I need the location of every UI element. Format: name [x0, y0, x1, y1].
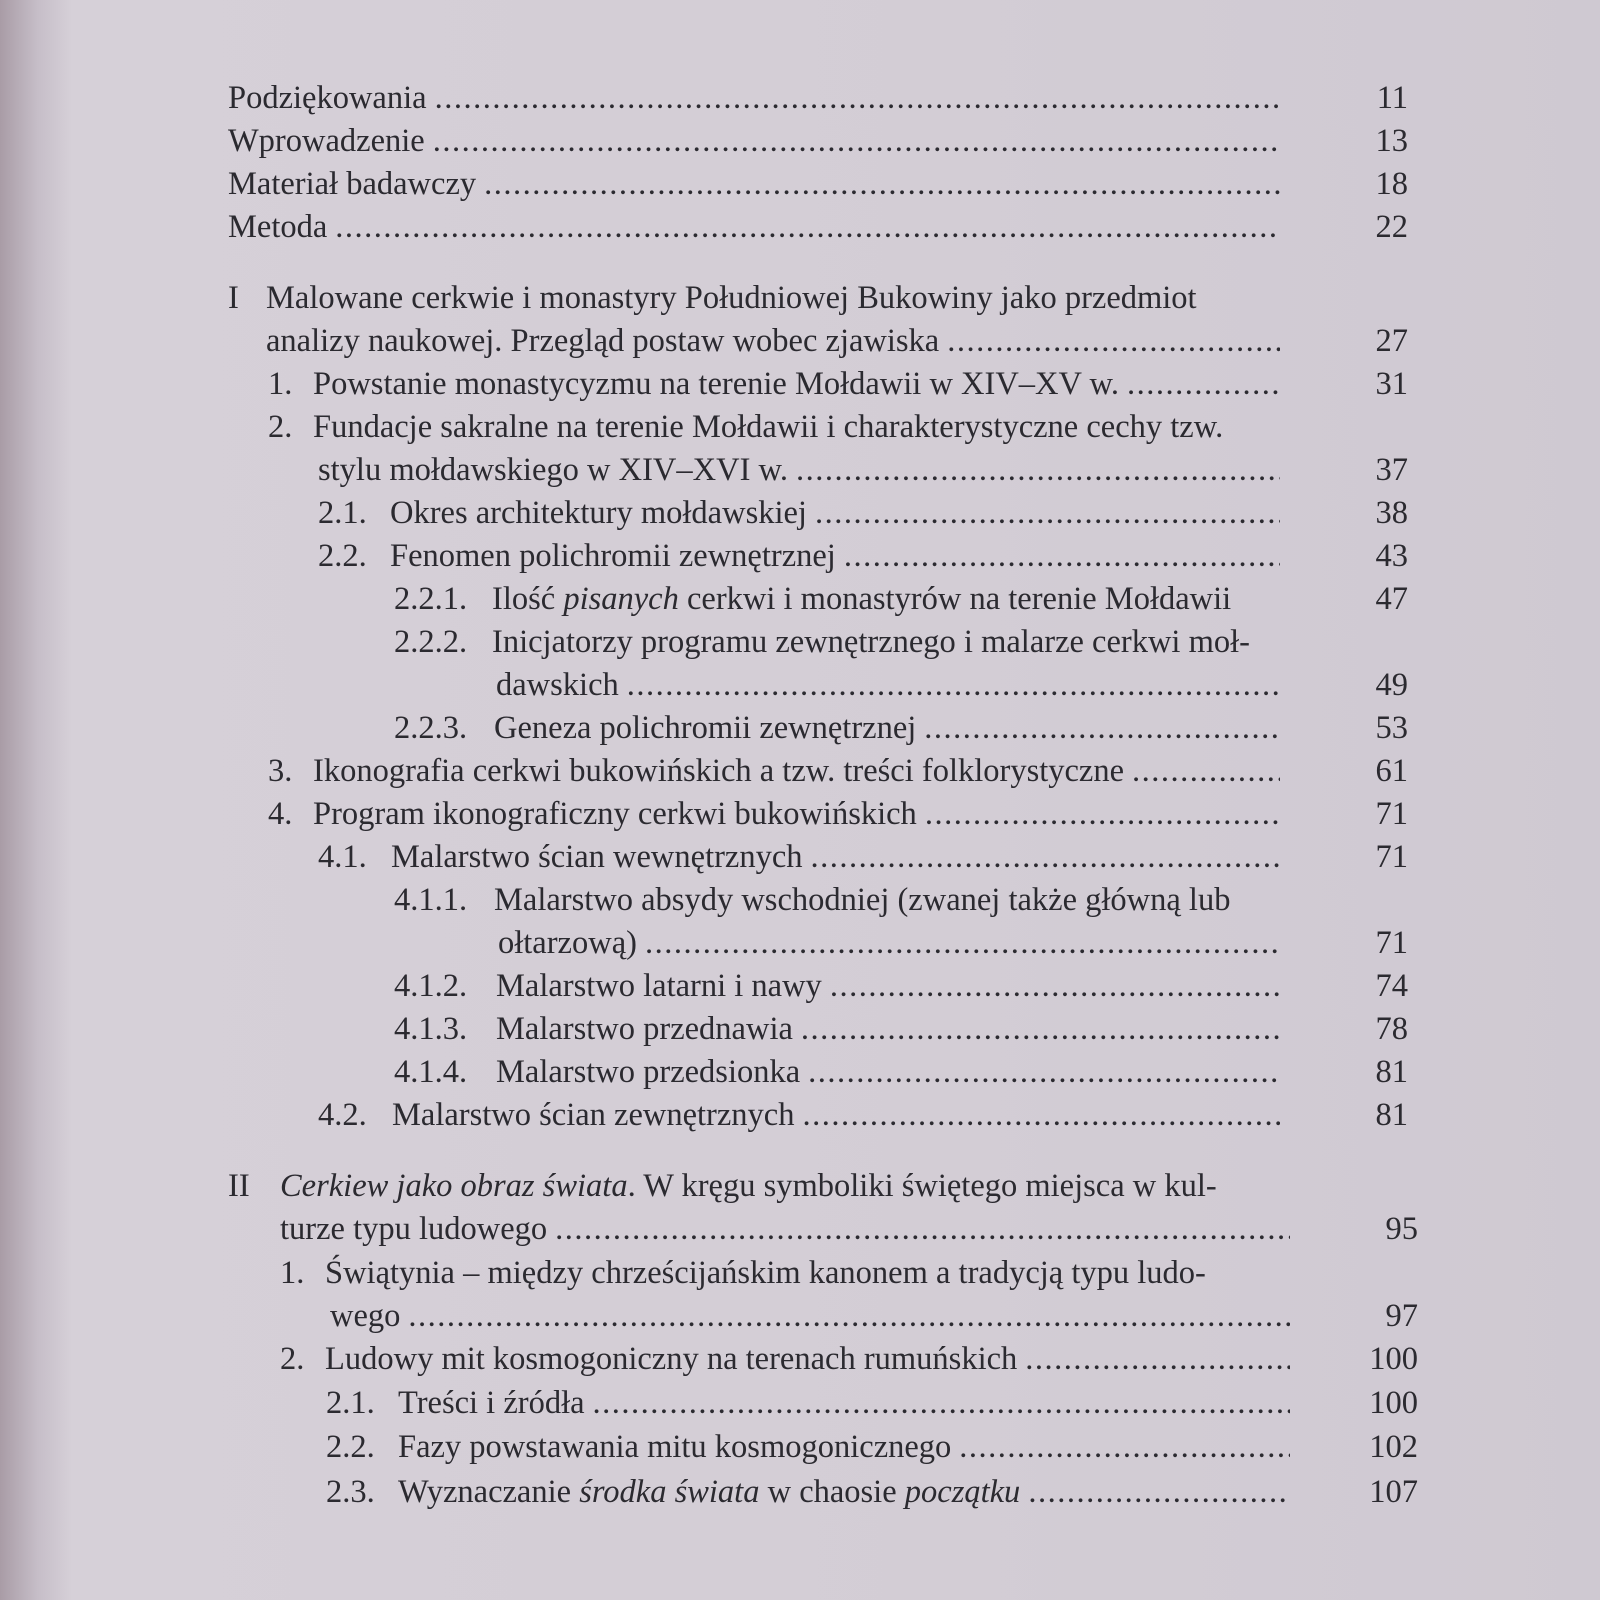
toc-entry-page: 22: [1375, 209, 1408, 245]
toc-section-4-1-3: [228, 1007, 1408, 1051]
section-title: Fenomen polichromii zewnętrznej: [390, 538, 836, 574]
section-number: 4.1.2.: [394, 968, 468, 1004]
leader-dots: [925, 792, 1280, 836]
toc-ch2-section-2-2: [228, 1425, 1418, 1469]
leader-dots: [435, 76, 1280, 120]
toc-entry-page: 81: [1375, 1054, 1408, 1090]
leader-dots: [801, 1007, 1280, 1051]
toc-section-2-1: [228, 491, 1408, 535]
section-number: 4.: [268, 796, 293, 832]
section-title: Malarstwo przedsionka: [496, 1054, 801, 1090]
leader-dots: [555, 1207, 1290, 1251]
toc-entry-page: 95: [1385, 1211, 1418, 1247]
chapter-title-line-1: Cerkiew jako obraz świata. W kręgu symboliki świętego miejsca w kul-: [280, 1168, 1217, 1204]
section-number: 2.2.2.: [394, 624, 468, 660]
section-title: Ludowy mit kosmogoniczny na terenach rumuńskich: [325, 1341, 1018, 1377]
section-title-line-2: ołtarzową): [498, 925, 637, 961]
toc-entry-introduction: [228, 119, 1408, 163]
toc-section-4-1-4: [228, 1050, 1408, 1094]
leader-dots: [815, 491, 1280, 535]
section-title-line-1: Malarstwo absydy wschodniej (zwanej także główną lub: [494, 882, 1231, 918]
section-number: 2.2.3.: [394, 710, 468, 746]
leader-dots: [959, 1425, 1290, 1469]
toc-section-2-cont: [228, 448, 1408, 492]
toc-entry-page: 47: [1375, 581, 1408, 617]
toc-entry-title: Podziękowania: [228, 80, 427, 116]
leader-dots: [484, 162, 1280, 206]
leader-dots: [408, 1294, 1290, 1338]
toc-entry-page: 61: [1375, 753, 1408, 789]
section-title-italic: pisanych: [563, 581, 679, 617]
toc-entry-page: 100: [1369, 1341, 1418, 1377]
toc-ch2-section-2-3: [228, 1470, 1418, 1514]
section-number: 4.1.1.: [394, 882, 468, 918]
toc-entry-research-material: [228, 162, 1408, 206]
toc-chapter-2-heading-cont: [228, 1207, 1418, 1251]
section-number: 2.2.: [318, 538, 367, 574]
toc-entry-page: 43: [1375, 538, 1408, 574]
toc-ch2-section-2: [228, 1337, 1418, 1381]
toc-entry-page: 11: [1376, 80, 1408, 116]
toc-entry-page: 102: [1369, 1429, 1418, 1465]
toc-entry-method: [228, 205, 1408, 249]
toc-entry-page: 107: [1369, 1474, 1418, 1510]
toc-entry-page: 71: [1375, 796, 1408, 832]
section-title-line-1: Świątynia – między chrześcijańskim kanonem a tradycją typu ludo-: [325, 1255, 1206, 1291]
leader-dots: [645, 921, 1280, 965]
toc-chapter-1-heading: [228, 276, 1408, 320]
toc-entry-page: 71: [1375, 925, 1408, 961]
toc-entry-page: 18: [1375, 166, 1408, 202]
section-number: 2.1.: [318, 495, 367, 531]
toc-entry-page: 37: [1375, 452, 1408, 488]
toc-section-3: [228, 749, 1408, 793]
section-number: 4.1.: [318, 839, 367, 875]
leader-dots: [947, 319, 1280, 363]
section-title: Program ikonograficzny cerkwi bukowińskich: [313, 796, 917, 832]
section-title-line-1: Inicjatorzy programu zewnętrznego i malarze cerkwi moł-: [492, 624, 1250, 660]
section-number: 2.2.: [326, 1429, 375, 1465]
toc-ch2-section-1: [228, 1251, 1418, 1295]
section-number: 4.2.: [318, 1097, 367, 1133]
section-number: 1.: [268, 366, 293, 402]
chapter-number: I: [228, 280, 239, 316]
leader-dots: [808, 1050, 1280, 1094]
toc-section-4-2: [228, 1093, 1408, 1137]
toc-entry-page: 49: [1375, 667, 1408, 703]
leader-dots: [802, 1093, 1280, 1137]
section-title: Wyznaczanie środka świata w chaosie początku: [398, 1474, 1021, 1510]
toc-section-4-1: [228, 835, 1408, 879]
section-title-italic: początku: [904, 1474, 1021, 1510]
section-number: 2.2.1.: [394, 581, 468, 617]
section-number: 2.3.: [326, 1474, 375, 1510]
toc-section-1: [228, 362, 1408, 406]
chapter-number: II: [228, 1168, 250, 1204]
toc-entry-page: 71: [1375, 839, 1408, 875]
toc-chapter-1-heading-cont: [228, 319, 1408, 363]
section-title-line-1: Fundacje sakralne na terenie Mołdawii i charakterystyczne cechy tzw.: [313, 409, 1224, 445]
toc-section-2-2-1: [228, 577, 1408, 621]
toc-section-4-1-2: [228, 964, 1408, 1008]
leader-dots: [335, 205, 1280, 249]
section-number: 2.: [268, 409, 293, 445]
toc-chapter-2-heading: [228, 1164, 1418, 1208]
toc-section-4-1-1-cont: [228, 921, 1408, 965]
toc-entry-page: 13: [1375, 123, 1408, 159]
leader-dots: [1127, 362, 1280, 406]
toc-entry-title: Materiał badawczy: [228, 166, 477, 202]
toc-entry-page: 74: [1375, 968, 1408, 1004]
section-title: Malarstwo ścian zewnętrznych: [392, 1097, 795, 1133]
toc-entry-page: 97: [1385, 1298, 1418, 1334]
section-title: Okres architektury mołdawskiej: [390, 495, 807, 531]
toc-ch2-section-2-1: [228, 1381, 1418, 1425]
toc-section-2-2: [228, 534, 1408, 578]
section-title: Malarstwo przednawia: [496, 1011, 793, 1047]
toc-entry-page: 31: [1375, 366, 1408, 402]
toc-entry-title: Wprowadzenie: [228, 123, 425, 159]
chapter-title-line-2: turze typu ludowego: [280, 1211, 548, 1247]
section-title-line-2: stylu mołdawskiego w XIV–XVI w.: [318, 452, 788, 488]
leader-dots: [1028, 1470, 1290, 1514]
toc-entry-acknowledgements: [228, 76, 1408, 120]
section-title: Fazy powstawania mitu kosmogonicznego: [398, 1429, 952, 1465]
section-title-italic: środka świata: [579, 1474, 760, 1510]
toc-entry-page: 81: [1375, 1097, 1408, 1133]
leader-dots: [796, 448, 1280, 492]
leader-dots: [830, 964, 1280, 1008]
toc-section-4: [228, 792, 1408, 836]
section-title: Malarstwo ścian wewnętrznych: [391, 839, 803, 875]
section-number: 2.: [280, 1341, 305, 1377]
chapter-title-italic: Cerkiew jako obraz świata: [280, 1168, 628, 1204]
section-title: Geneza polichromii zewnętrznej: [494, 710, 917, 746]
toc-entry-title: Metoda: [228, 209, 328, 245]
toc-section-4-1-1: [228, 878, 1408, 922]
toc-entry-page: 100: [1369, 1385, 1418, 1421]
section-title: Treści i źródła: [398, 1385, 585, 1421]
section-title: Ikonografia cerkwi bukowińskich a tzw. treści folklorystyczne: [313, 753, 1125, 789]
leader-dots: [844, 534, 1280, 578]
section-number: 4.1.3.: [394, 1011, 468, 1047]
toc-section-2-2-3: [228, 706, 1408, 750]
toc-entry-page: 27: [1375, 323, 1408, 359]
leader-dots: [627, 663, 1280, 707]
leader-dots: [1132, 749, 1280, 793]
chapter-title-line-1: Malowane cerkwie i monastyry Południowej Bukowiny jako przedmiot: [266, 280, 1197, 316]
section-number: 3.: [268, 753, 293, 789]
toc-ch2-section-1-cont: [228, 1294, 1418, 1338]
toc-entry-page: 38: [1375, 495, 1408, 531]
section-number: 4.1.4.: [394, 1054, 468, 1090]
toc-entry-page: 78: [1375, 1011, 1408, 1047]
section-number: 1.: [280, 1255, 305, 1291]
toc-entry-page: 53: [1375, 710, 1408, 746]
chapter-title-line-2: analizy naukowej. Przegląd postaw wobec zjawiska: [266, 323, 940, 359]
leader-dots: [593, 1381, 1290, 1425]
toc-section-2-2-2-cont: [228, 663, 1408, 707]
section-title: Powstanie monastycyzmu na terenie Mołdawii w XIV–XV w.: [313, 366, 1120, 402]
leader-dots: [1025, 1337, 1290, 1381]
section-number: 2.1.: [326, 1385, 375, 1421]
toc-section-2: [228, 405, 1408, 449]
toc-section-2-2-2: [228, 620, 1408, 664]
section-title-line-2: wego: [330, 1298, 401, 1334]
section-title-line-2: dawskich: [496, 667, 619, 703]
leader-dots: [433, 119, 1280, 163]
leader-dots: [811, 835, 1280, 879]
section-title: Malarstwo latarni i nawy: [496, 968, 822, 1004]
leader-dots: [924, 706, 1280, 750]
section-title: Ilość pisanych cerkwi i monastyrów na terenie Mołdawii: [492, 581, 1232, 617]
